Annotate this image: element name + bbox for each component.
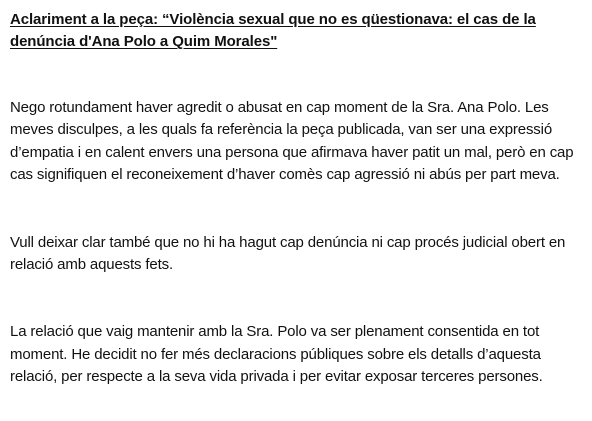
document-title: Aclariment a la peça: “Violència sexual que no es qüestionava: el cas de la denúncia d'Ana Polo a Quim Morales" — [10, 11, 536, 50]
paragraph-no-complaint: Vull deixar clar també que no hi ha hagut cap denúncia ni cap procés judicial obert en relació amb aquests fets. — [10, 233, 566, 274]
paragraph-denial: Nego rotundament haver agredit o abusat en cap moment de la Sra. Ana Polo. Les meves disculpes, a les quals fa referència la peça publicada, van ser una expressió d’empatia i en calent envers una persona que afirmava haver patit un mal, però en cap cas signifiquen el reconeixement d’haver comès cap agressió ni abús per part meva. — [10, 99, 574, 184]
paragraph-consent: La relació que vaig mantenir amb la Sra. Polo va ser plenament consentida en tot moment. He decidit no fer més declaracions públiques sobre els detalls d’aquesta relació, per respecte a la seva vida privada i per evitar exposar terceres persones. — [10, 323, 543, 386]
